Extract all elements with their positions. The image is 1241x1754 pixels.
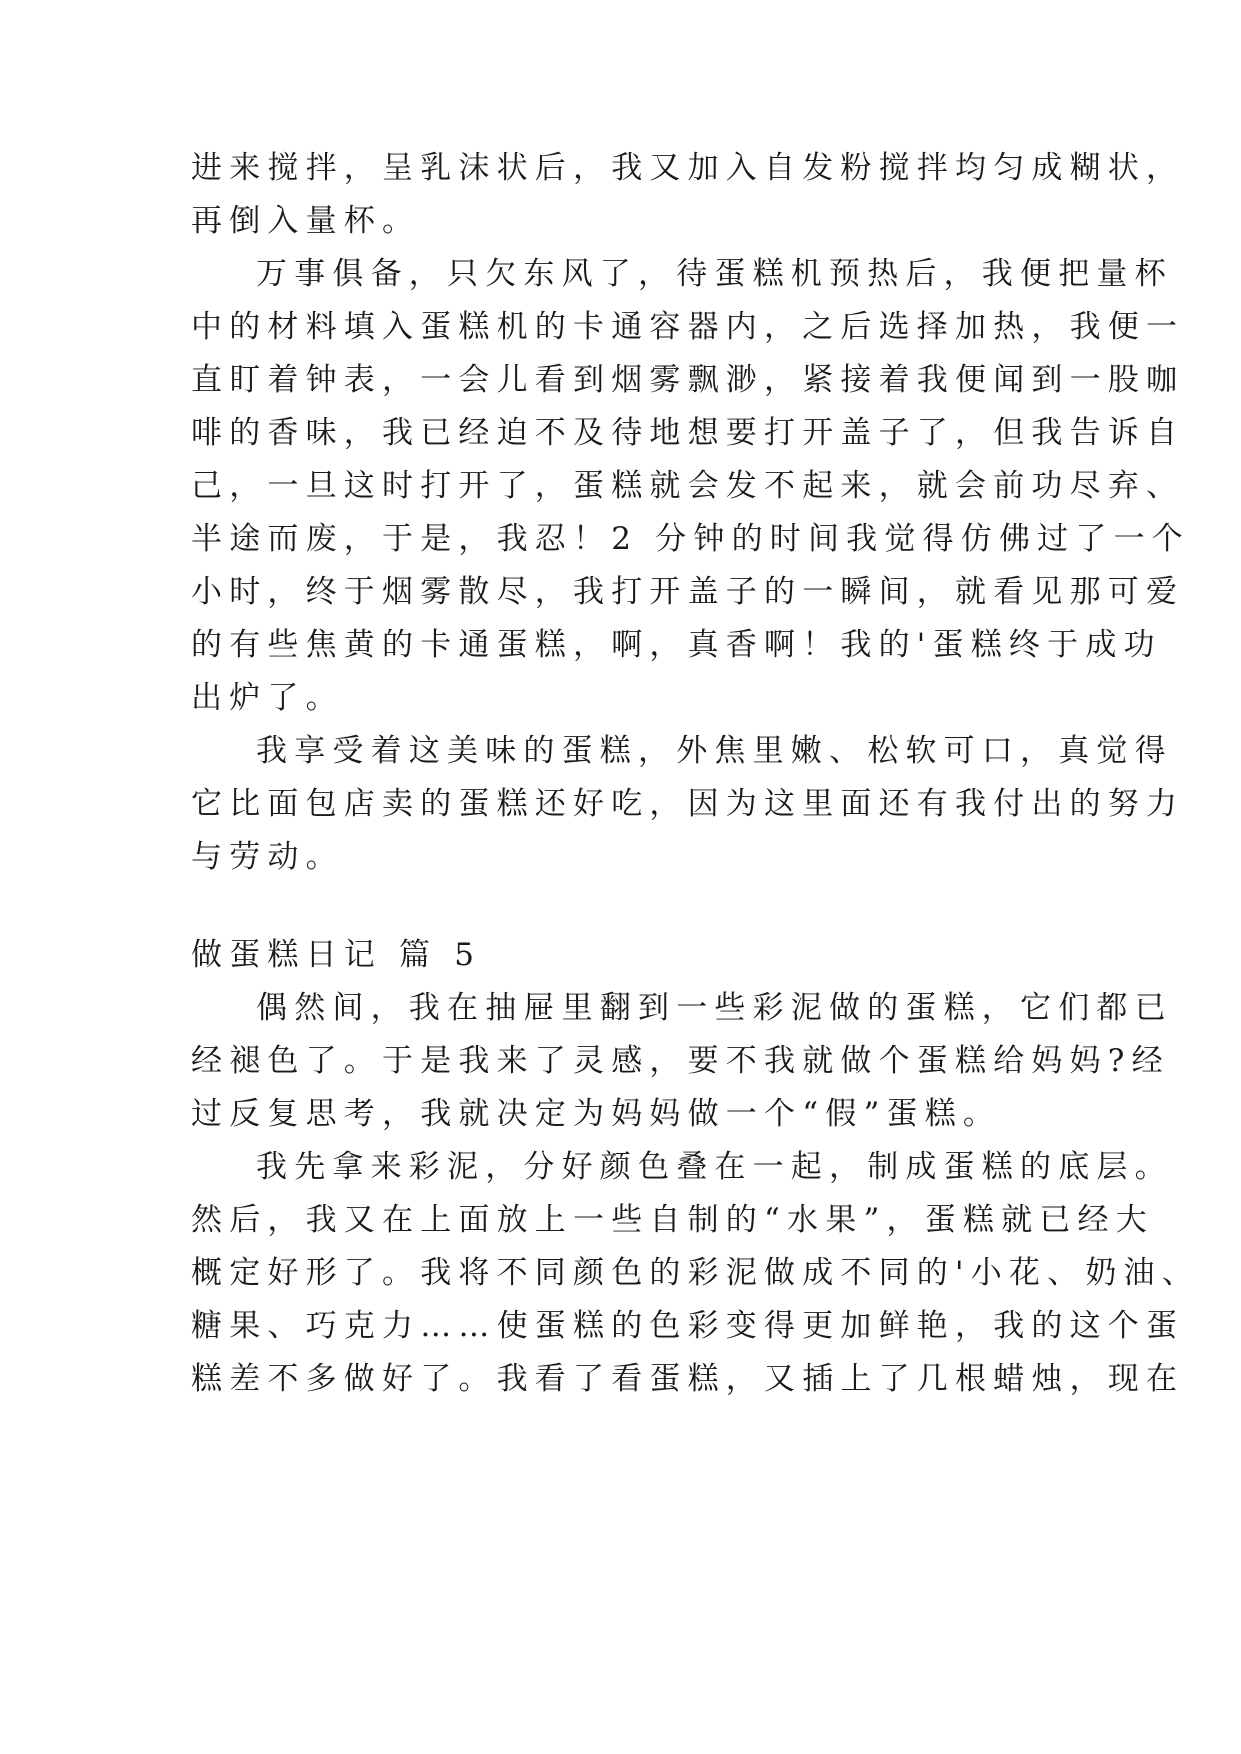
text-line: 中的材料填入蛋糕机的卡通容器内，之后选择加热，我便一 [191,309,1185,345]
text-line: 然后，我又在上面放上一些自制的“水果”，蛋糕就已经大 [191,1202,1154,1238]
text-line: 进来搅拌，呈乳沫状后，我又加入自发粉搅拌均匀成糊状， [191,150,1185,186]
text-line: 它比面包店卖的蛋糕还好吃，因为这里面还有我付出的努力 [191,786,1185,822]
text-line: 己，一旦这时打开了，蛋糕就会发不起来，就会前功尽弃、 [191,468,1185,504]
section-heading: 做蛋糕日记 篇 5 [191,937,482,973]
text-line: 直盯着钟表，一会儿看到烟雾飘渺，紧接着我便闻到一股咖 [191,362,1185,398]
paragraph-first-line: 偶然间，我在抽屉里翻到一些彩泥做的蛋糕，它们都已 [256,990,1173,1026]
text-line: 糖果、巧克力……使蛋糕的色彩变得更加鲜艳，我的这个蛋 [191,1308,1185,1344]
text-line: 糕差不多做好了。我看了看蛋糕，又插上了几根蜡烛，现在 [191,1361,1185,1397]
paragraph-first-line: 我先拿来彩泥，分好颜色叠在一起，制成蛋糕的底层。 [256,1149,1173,1185]
text-line: 再倒入量杯。 [191,203,421,239]
text-line: 经褪色了。于是我来了灵感，要不我就做个蛋糕给妈妈?经 [191,1043,1170,1079]
text-line: 小时，终于烟雾散尽，我打开盖子的一瞬间，就看见那可爱 [191,574,1185,610]
text-line: 半途而废，于是，我忍！2 分钟的时间我觉得仿佛过了一个 [191,521,1190,557]
paragraph-first-line: 万事俱备，只欠东风了，待蛋糕机预热后，我便把量杯 [256,256,1173,292]
text-line: 与劳动。 [191,839,344,875]
text-line: 概定好形了。我将不同颜色的彩泥做成不同的'小花、奶油、 [191,1255,1200,1291]
text-line: 出炉了。 [191,680,344,716]
paragraph-first-line: 我享受着这美味的蛋糕，外焦里嫩、松软可口，真觉得 [256,733,1173,769]
text-line: 啡的香味，我已经迫不及待地想要打开盖子了，但我告诉自 [191,415,1185,451]
text-line: 过反复思考，我就决定为妈妈做一个“假”蛋糕。 [191,1096,1002,1132]
text-line: 的有些焦黄的卡通蛋糕，啊，真香啊！我的'蛋糕终于成功 [191,627,1162,663]
